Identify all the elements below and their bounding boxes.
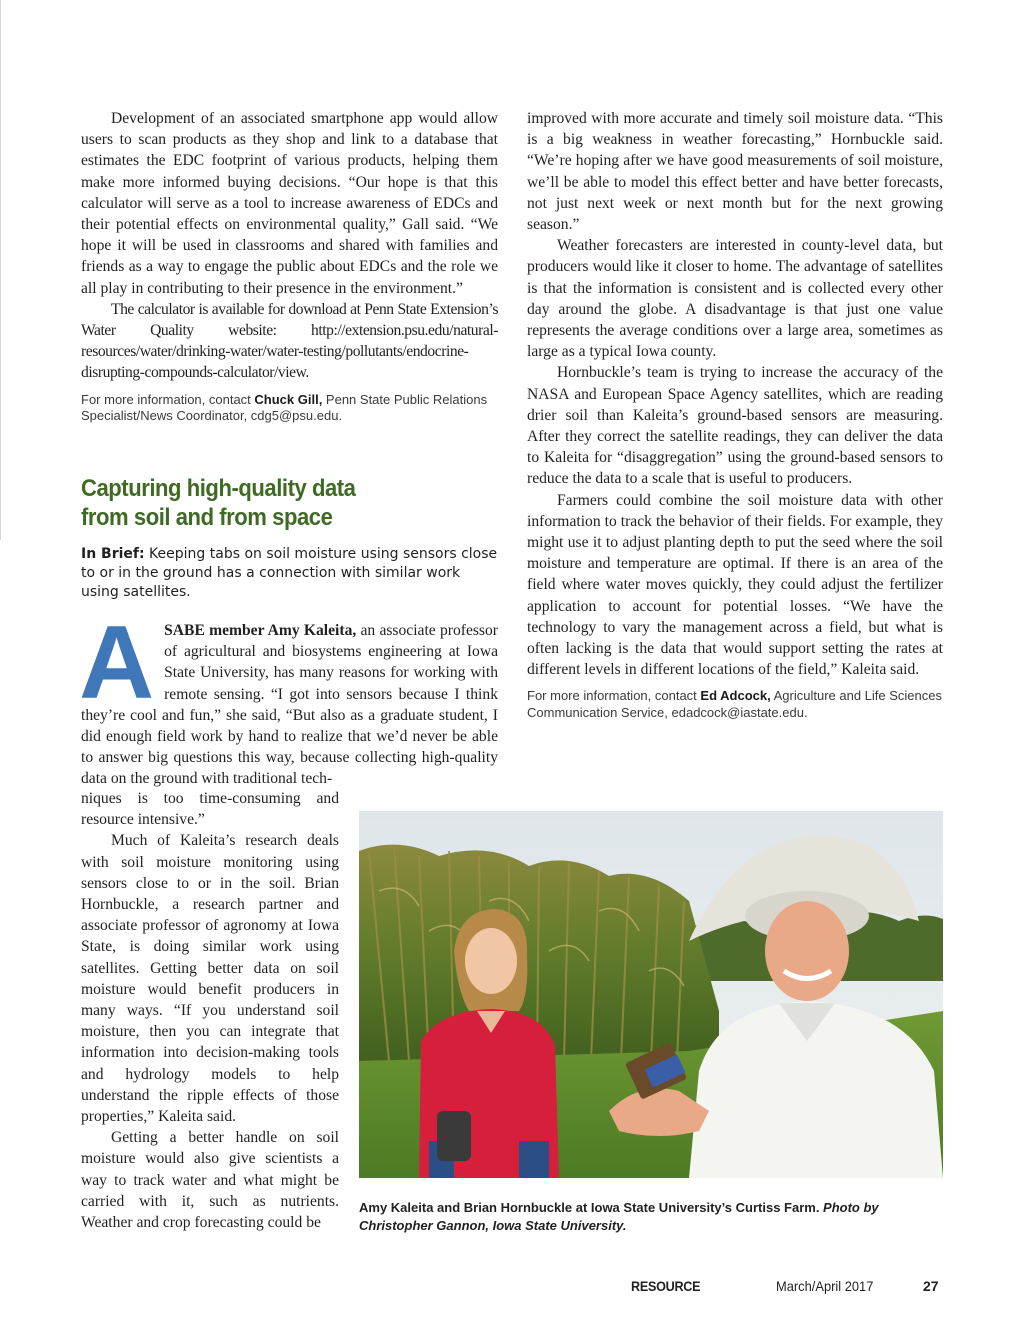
drop-cap: A: [79, 605, 155, 721]
page-footer: [0, 1278, 1024, 1298]
headline-line-2: from soil and from space: [81, 504, 333, 531]
magazine-name: RESOURCE: [631, 1278, 701, 1294]
page-number: 27: [923, 1278, 939, 1294]
body-paragraph: Much of Kaleita’s research deals with soil moisture monitoring using sensors close to or in the soil. Brian Hornbuckle, a research partner and associate professor of agronomy at Iowa State, is doing similar work using satellites. Getting better data on soil moisture would benefit producers in many ways. “If you understand soil moisture, then you can integrate that information into decision-making tools and hydrology models to help understand the ripple effects of those properties,” Kaleita said.: [81, 832, 339, 1126]
lead-paragraph: [79, 605, 498, 790]
researchers-photo: [359, 811, 943, 1178]
body-paragraph: niques is too time-consuming and resource intensive.”: [81, 790, 339, 829]
body-paragraph: Getting a better handle on soil moisture would also give scientists a way to track water and what might be carried with it, such as nutrients. Weather and crop forecasting could be: [81, 1129, 339, 1232]
article-headline: [81, 474, 459, 532]
calculator-download-text: The calculator is available for download at Penn State Extension’s Water Quality website: http://extension.psu.edu/natural-resources/water/drinking-water/water-testing/pollutants/endocrine-disrupting-compounds-calculator/view.: [81, 300, 498, 382]
body-paragraph: Farmers could combine the soil moisture data with other information to track the behavior of their fields. For example, they might use it to adjust planting depth to put the seed where the soil moisture and temperature are optimal. If there is an area of the field where water moves quickly, they could adjust the fertilizer application to account for potential losses. “We have the technology to vary the management across a field, but what is often lacking is the data that would support setting the rates at different levels in different locations of the field,” Kaleita said.: [527, 491, 943, 679]
body-paragraph: [81, 299, 498, 384]
issue-date: March/April 2017: [776, 1278, 874, 1294]
contact-prefix: For more information, contact: [81, 391, 255, 407]
previous-article-end: [81, 108, 498, 425]
contact-prefix: For more information, contact: [527, 688, 701, 704]
page-edge-line: [0, 0, 1, 540]
in-brief-label: In Brief:: [81, 546, 145, 562]
body-paragraph: Weather forecasters are interested in county-level data, but producers would like it closer to home. The advantage of satellites is that the information is consistent and is collected every other day around the globe. A disadvantage is that just one value represents the average conditions over a large area, sometimes as large as a typical Iowa county.: [527, 237, 943, 361]
contact-line: [81, 392, 498, 425]
contact-details: Penn State Public Relations Specialist/News Coordinator, cdg5@psu.edu.: [81, 391, 488, 424]
right-column: [527, 108, 943, 721]
body-paragraph: Development of an associated smartphone app would allow users to scan products as they shop and link to a database that estimates the EDC footprint of various products, helping them make more informed buying decisions. “Our hope is that this calculator will serve as a tool to increase awareness of EDCs and their potential effects on environmental quality,” Gall said. “We hope it will be used in classrooms and shared with families and friends as a way to engage the public about EDCs and the role we all play in contributing to their presence in the environment.”: [81, 110, 498, 297]
contact-name: Chuck Gill,: [254, 391, 323, 407]
body-paragraph: Hornbuckle’s team is trying to increase the accuracy of the NASA and European Space Agency satellites, which are reading drier soil than Kaleita’s ground-based sensors are measuring. After they correct the satellite readings, they can deliver the data to Kaleita for “disaggregation” using the ground-based sensors to reduce the data to a scale that is useful to producers.: [527, 364, 943, 488]
contact-name: Ed Adcock,: [700, 688, 771, 704]
photo-credit: Photo by Christopher Gannon, Iowa State University.: [359, 1200, 879, 1233]
in-brief-summary: [81, 545, 501, 602]
contact-details: Agriculture and Life Sciences Communication Service, edadcock@iastate.edu.: [527, 688, 943, 720]
narrow-column: [81, 788, 339, 1233]
contact-line: [527, 688, 943, 721]
photo-illustration: [359, 811, 943, 1178]
photo-caption: [359, 1199, 943, 1234]
lead-strong-text: SABE member Amy Kaleita,: [164, 622, 357, 639]
caption-text: Amy Kaleita and Brian Hornbuckle at Iowa State University’s Curtiss Farm.: [359, 1200, 824, 1215]
in-brief-text: Keeping tabs on soil moisture using sensors close to or in the ground has a connection with similar work using satellites.: [81, 546, 498, 600]
lead-text: an associate professor of agricultural and biosystems engineering at Iowa State University, has many reasons for working with remote sensing. “I got into sensors because I think they’re cool and fun,” she said, “But also as a graduate student, I did enough field work by hand to realize that we’d never be able to answer big questions this way, because collecting high-quality data on the ground with traditional tech-: [81, 622, 498, 788]
body-paragraph: improved with more accurate and timely soil moisture data. “This is a big weakness in weather forecasting,” Hornbuckle said. “We’re hoping after we have good measurements of soil moisture, we’ll be able to model this effect better and have better forecasts, not just next week or next month but for the next growing season.”: [527, 110, 943, 234]
headline-line-1: Capturing high-quality data: [81, 475, 356, 502]
